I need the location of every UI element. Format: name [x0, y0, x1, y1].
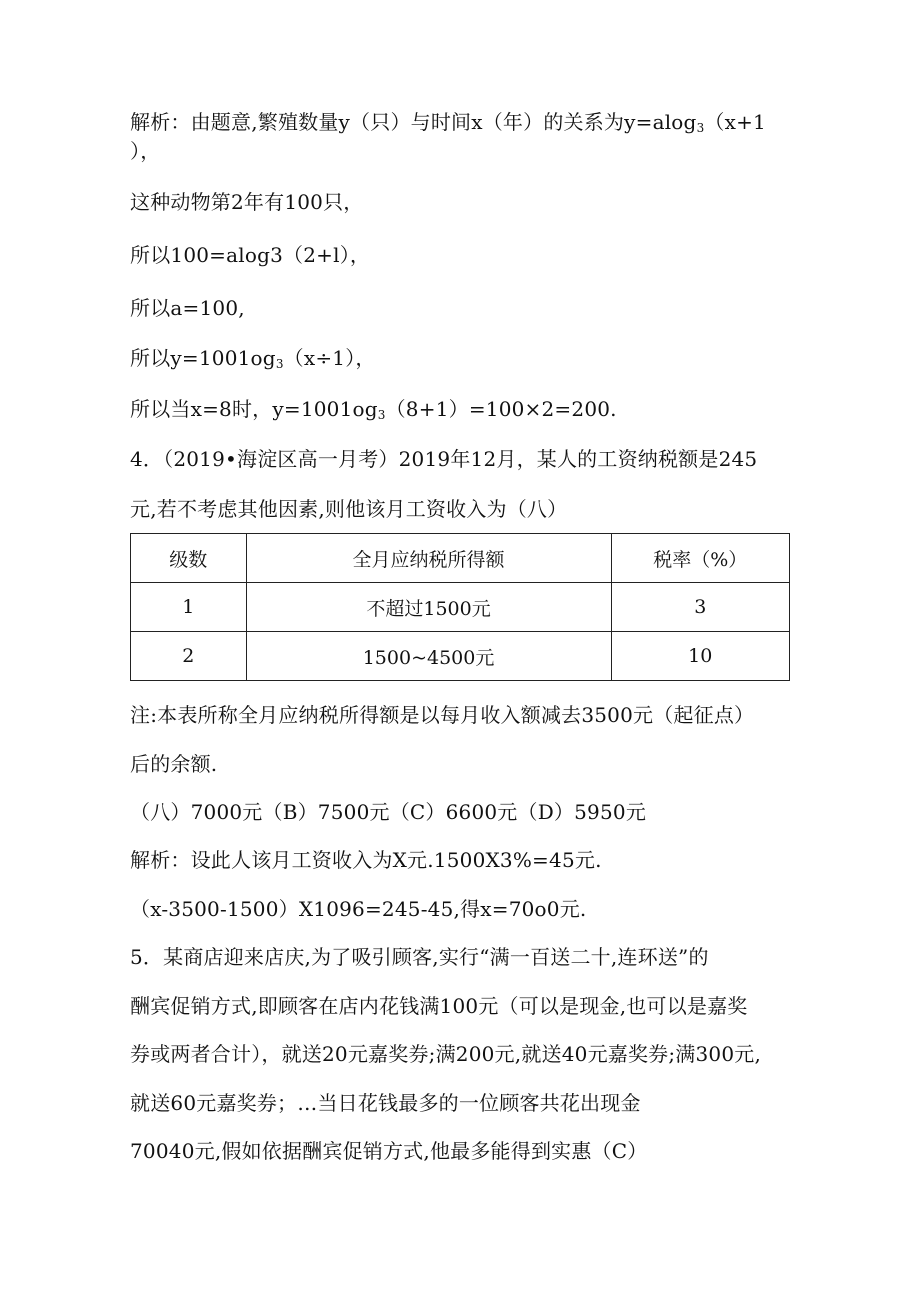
q5-line-4: 就送60元嘉奖券；…当日花钱最多的一位顾客共花出现金: [130, 1091, 641, 1115]
q3-solution-line-6: 所以$y=1001og_3(x\div 1)$，: [130, 346, 376, 371]
table-header-cell: 税率（%）: [611, 534, 790, 583]
q4-note-line-1: 注:本表所称全月应纳税所得额是以每月收入额减去3500元（起征点）: [130, 703, 755, 727]
table-cell: 10: [611, 632, 790, 681]
q3-solution-line-3: 这种动物第2年有100只，: [130, 190, 364, 214]
tax-rate-table: [130, 533, 790, 681]
table-row: [131, 583, 790, 632]
table-header-row: [131, 534, 790, 583]
q3-solution-line-2: ），: [130, 139, 161, 163]
q4-solution-line-1: 解析：设此人该月工资收入为X元.1500X3%=45元.: [130, 848, 602, 872]
table-cell: 不超过1500元: [246, 583, 611, 632]
q4-stem-line-2: 元,若不考虑其他因素,则他该月工资收入为（八）: [130, 497, 568, 521]
table-cell: 1: [131, 583, 247, 632]
table-row: [131, 632, 790, 681]
q4-options: （八）7000元（B）7500元（C）6600元（D）5950元: [130, 800, 647, 824]
q4-solution-line-2: （x-3500-1500）X1096=245-45,得x=70o0元.: [130, 897, 587, 921]
table-header-cell: 全月应纳税所得额: [246, 534, 611, 583]
table-cell: 3: [611, 583, 790, 632]
q4-note-line-2: 后的余额.: [130, 752, 218, 776]
q5-line-5: 70040元,假如依据酬宾促销方式,他最多能得到实惠（C）: [130, 1139, 648, 1163]
q3-solution-line-5: 所以a=100,: [130, 296, 245, 320]
q3-solution-line-1: 解析：由题意,繁殖数量y（只）与时间x（年）的关系为y=alog$_3$（x+1: [130, 110, 766, 135]
q5-line-3: 券或两者合计），就送20元嘉奖券;满200元,就送40元嘉奖券;满300元,: [130, 1042, 762, 1066]
q4-stem-line-1: 4．（2019•海淀区高一月考）2019年12月，某人的工资纳税额是245: [130, 447, 758, 471]
q5-line-1: 5．某商店迎来店庆,为了吸引顾客,实行“满一百送二十,连环送”的: [130, 945, 709, 969]
table-header-cell: 级数: [131, 534, 247, 583]
q3-solution-line-7: 所以当x=8时，$y=1001og_3(8+1)=100\times 2=200$.: [130, 397, 617, 422]
q3-solution-line-4: 所以100=alog3（2+l），: [130, 243, 371, 267]
table-cell: 2: [131, 632, 247, 681]
q5-line-2: 酬宾促销方式,即顾客在店内花钱满100元（可以是现金,也可以是嘉奖: [130, 994, 748, 1018]
table-cell: 1500~4500元: [246, 632, 611, 681]
